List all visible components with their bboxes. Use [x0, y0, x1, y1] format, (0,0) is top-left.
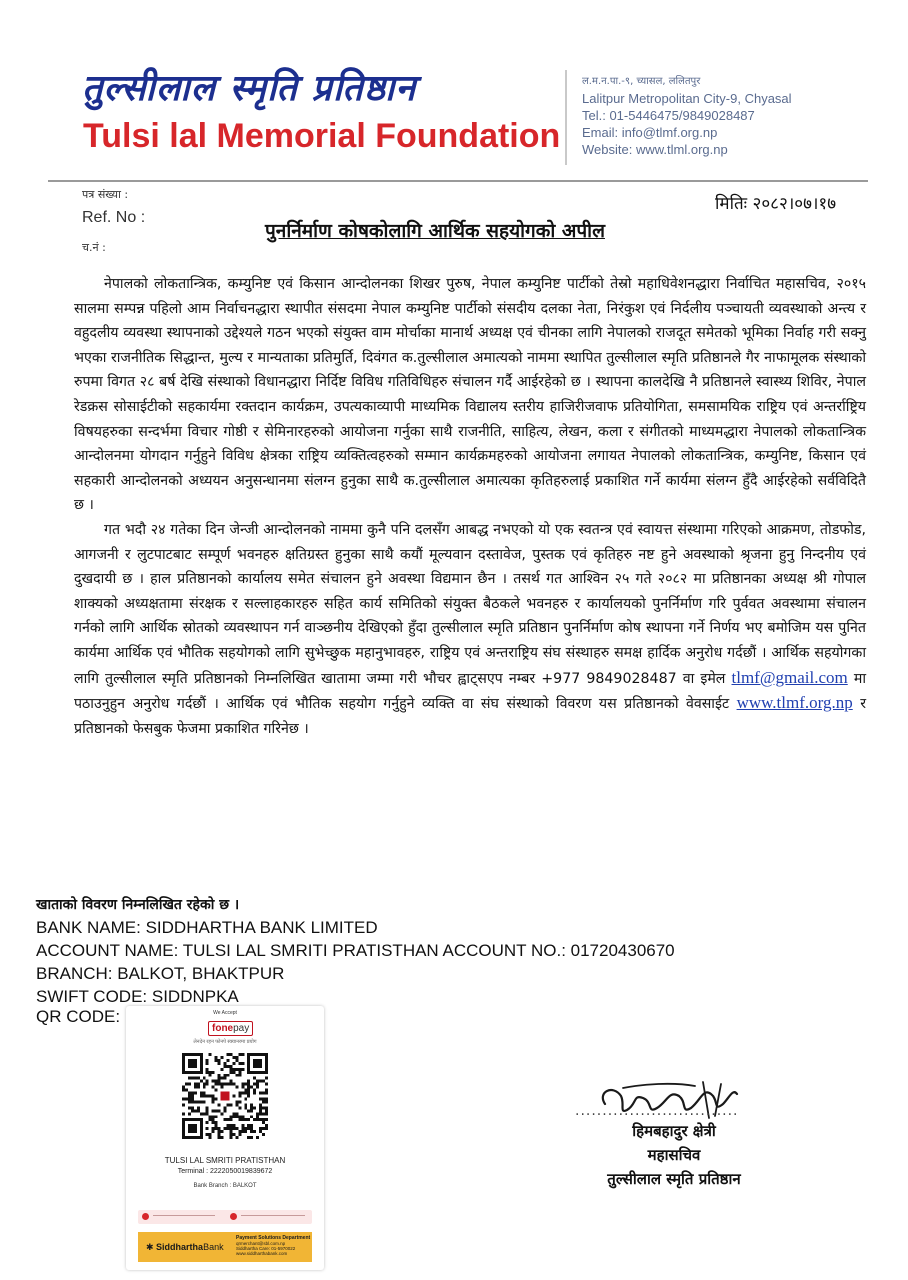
bank-name: BANK NAME: SIDDHARTHA BANK LIMITED [36, 918, 378, 937]
account-name: ACCOUNT NAME: TULSI LAL SMRITI PRATISTHAN ACCOUNT NO.: 01720430670 [36, 941, 675, 960]
paragraph-2-part-a: गत भदौ २४ गतेका दिन जेन्जी आन्दोलनको नाममा कुनै पनि दलसँग आबद्ध नभएको यो एक स्वतन्त्र एवं स्वायत्त संस्थामा गरिएको आक्रमण, तोडफोड, आगजनी र लुटपाटबाट सम्पूर्ण भवनहरु क्षतिग्रस्त हुनुका साथै कयौं मूल्यवान दस्तावेज, पुस्तक एवं कृतिहरु नष्ट हुने अवस्थाको श्रृजना हुनु निन्दनीय एवं दुखदायी छ । हाल प्रतिष्ठानको कार्यालय समेत संचालन हुने अवस्था विद्यमान छैन । तसर्थ गत आश्विन २५ गते २०८२ मा प्रतिष्ठानका अध्यक्ष श्री गोपाल शाक्यको अध्यक्षतामा संरक्षक र सल्लाहकारहरु सहित कार्य समितिको संयुक्त बैठकले भवनहरु र कार्यालयको पुनर्निर्माण गरि पुर्ववत अवस्थामा संचालन गर्नको लागि आर्थिक स्रोतको व्यवस्थापन गर्न वाञ्छनीय देखिएको हुँदा तुल्सीलाल स्मृति प्रतिष्ठान पुनर्निर्माण कोष स्थापना गर्ने निर्णय भए बमोजिम यस पुनित कार्यमा आर्थिक एवं भौतिक सहयोगको लागि सुभेच्छुक महानुभावहरु, राष्ट्रिय एवं अन्तराष्ट्रिय संघ संस्थाहरु समक्ष हार्दिक अनुरोध गर्दछौं । आर्थिक सहयोगका लागि तुल्सीलाल स्मृति प्रतिष्ठानको निम्नलिखित खातामा जम्मा गरी भौचर ह्वाट्सएप नम्बर +977 9849028487 वा इमेल [74, 521, 866, 687]
qr-code-label: QR CODE: [36, 1007, 121, 1026]
address-nepali: ल.म.न.पा.-९, च्यासल, ललितपुर [582, 76, 701, 87]
website-link[interactable]: www.tlmf.org.np [736, 693, 853, 713]
merchant-name: TULSI LAL SMRITI PRATISTHAN [164, 1156, 286, 1165]
letter-title: पुनर्निर्माण कोषकोलागि आर्थिक सहयोगको अपील [265, 220, 605, 242]
warning-icon [230, 1213, 237, 1220]
qr-payment-card [126, 1006, 324, 1270]
bank-logo-suffix: Bank [203, 1242, 224, 1252]
payment-dept-info [236, 1236, 310, 1256]
account-heading: खाताको विवरण निम्नलिखित रहेको छ । [36, 897, 240, 913]
email: Email: info@tlmf.org.np [582, 125, 718, 140]
fonepay-logo-suffix: pay [233, 1023, 250, 1034]
fonepay-logo [208, 1021, 253, 1036]
notice-text-line [153, 1215, 215, 1216]
bank-logo-name: Siddhartha [156, 1242, 204, 1252]
paragraph-1: नेपालको लोकतान्त्रिक, कम्युनिष्ट एवं किसान आन्दोलनका शिखर पुरुष, नेपाल कम्युनिष्ट पार्टीको तेस्रो महाधिवेशनद्धारा निर्वाचित महासचिव, २०१५ सालमा सम्पन्न पहिलो आम निर्वाचनद्धारा स्थापीत संसदमा नेपाल कम्युनिष्ट पार्टीको संसदीय दलका नेता, निरंकुश एवं निर्दलीय पञ्चायती व्यवस्थाको अन्त्य र वहुदलीय व्यवस्था स्थापनाको उद्देश्यले गठन भएको संयुक्त वाम मोर्चाका मानार्थ अध्यक्ष एवं चीनका लागि नेपालको राजदूत समेतको भूमिका निर्वाह गरी सक्नु भएका राजनीतिक सिद्धान्त, मुल्य र मान्यताका प्रतिमुर्ति, दिवंगत क.तुल्सीलाल अमात्यको नाममा स्थापित तुल्सीलाल स्मृति प्रतिष्ठानले गैर नाफामूलक संस्थाको रुपमा विगत २८ बर्ष देखि संस्थाको विधानद्धारा निर्दिष्ट विविध गतिविधिहरु संचालन गर्दै आईरहेको छ । स्थापना कालदेखि नै प्रतिष्ठानले स्वास्थ्य शिविर, नेपाल रेडक्रस सोसाईटीको सहकार्यमा रक्तदान कार्यक्रम, उपत्यकाव्यापी माध्यमिक विद्यालय स्तरीय हाजिरीजवाफ प्रतियोगिता, समसामयिक राष्ट्रिय एवं अन्तर्राष्ट्रिय विषयहरुका सन्दर्भमा विचार गोष्ठी र सेमिनारहरुको आयोजना गर्नुका साथै राजनीति, साहित्य, लेखन, कला र संगीतको माध्यमद्धारा नेपालको लोकतान्त्रिक आन्दोलनमा योगदान गर्नुहुने विविध क्षेत्रका राष्ट्रिय व्यक्तित्वहरुको सम्मान कार्यक्रमहरुको आयोजना लगायत नेपालको लोकतान्त्रिक, कम्युनिष्ट, किसान एवं सहकारी आन्दोलनको अध्ययन अनुसन्धानमा संलग्न हुनुका साथै क.तुल्सीलाल अमात्यका कृतिहरुलाई प्रकाशित गर्ने कार्यमा संलग्न हुँदै आईरहेको सर्वविदितै छ । [74, 276, 866, 514]
org-name-nepali: तुल्सीलाल स्मृति प्रतिष्ठान [82, 68, 417, 109]
terminal-id: Terminal : 2222050019839672 [177, 1168, 273, 1175]
dept-email: qrmerchant@sbl.com.np [236, 1241, 286, 1246]
website: Website: www.tlml.org.np [582, 142, 728, 157]
signatory-organization: तुल्सीलाल स्मृति प्रतिष्ठान [607, 1170, 741, 1188]
letter-date: मितिः २०८२।०७।१७ [715, 194, 837, 214]
header-rule [48, 180, 868, 182]
address-english: Lalitpur Metropolitan City-9, Chyasal [582, 91, 792, 106]
dept-name: Payment Solutions Department [236, 1235, 311, 1241]
signatory-name: हिमबहादुर क्षेत्री [632, 1122, 716, 1140]
telephone: Tel.: 01-5446475/9849028487 [582, 108, 755, 123]
bank-footer [138, 1232, 312, 1262]
warning-icon [142, 1213, 149, 1220]
org-name-english: Tulsi lal Memorial Foundation [83, 117, 561, 155]
paragraph-2-part-c: र प्रतिष्ठानको फेसबुक फेजमा प्रकाशित गरिनेछ । [74, 696, 866, 737]
fonepay-logo-text: fone [212, 1023, 234, 1034]
paragraph-2-part-b: मा पठाउनुहुन अनुरोध गर्दछौं । आर्थिक एवं भौतिक सहयोग गर्नुहुने व्यक्ति वा संघ संस्थाको विवरण यस प्रतिष्ठानको वेवसाईट [74, 670, 866, 713]
ref-number-label: Ref. No : [82, 209, 146, 226]
dept-phone: Siddhartha Care: 01-5970022 [236, 1246, 296, 1251]
branch: BRANCH: BALKOT, BHAKTPUR [36, 964, 285, 983]
swift-code: SWIFT CODE: SIDDNPKA [36, 987, 239, 1006]
letter-body [74, 272, 866, 741]
qr-code-image[interactable] [182, 1053, 268, 1139]
dispatch-number-label: च.नं : [82, 241, 106, 254]
paragraph-2 [74, 518, 866, 741]
fonepay-tagline: लेनदेन रहन फोनपे स्क्यानरमा प्रयोग [193, 1039, 257, 1045]
notice-text-line [241, 1215, 305, 1216]
email-link[interactable]: tlmf@gmail.com [731, 667, 848, 687]
letter-number-label: पत्र संख्या : [82, 188, 129, 201]
notice-strip [138, 1210, 312, 1224]
header-divider [565, 70, 567, 165]
signatory-title: महासचिव [647, 1146, 701, 1164]
dept-website: www.siddharthabank.com [236, 1251, 288, 1256]
we-accept-text: We Accept [213, 1010, 237, 1016]
bank-branch: Bank Branch : BALKOT [193, 1183, 257, 1189]
signature-line: .............................. [575, 1103, 739, 1119]
bank-logo-icon: ✱ [146, 1242, 157, 1252]
siddhartha-bank-logo [146, 1242, 224, 1253]
contact-block [582, 73, 792, 158]
